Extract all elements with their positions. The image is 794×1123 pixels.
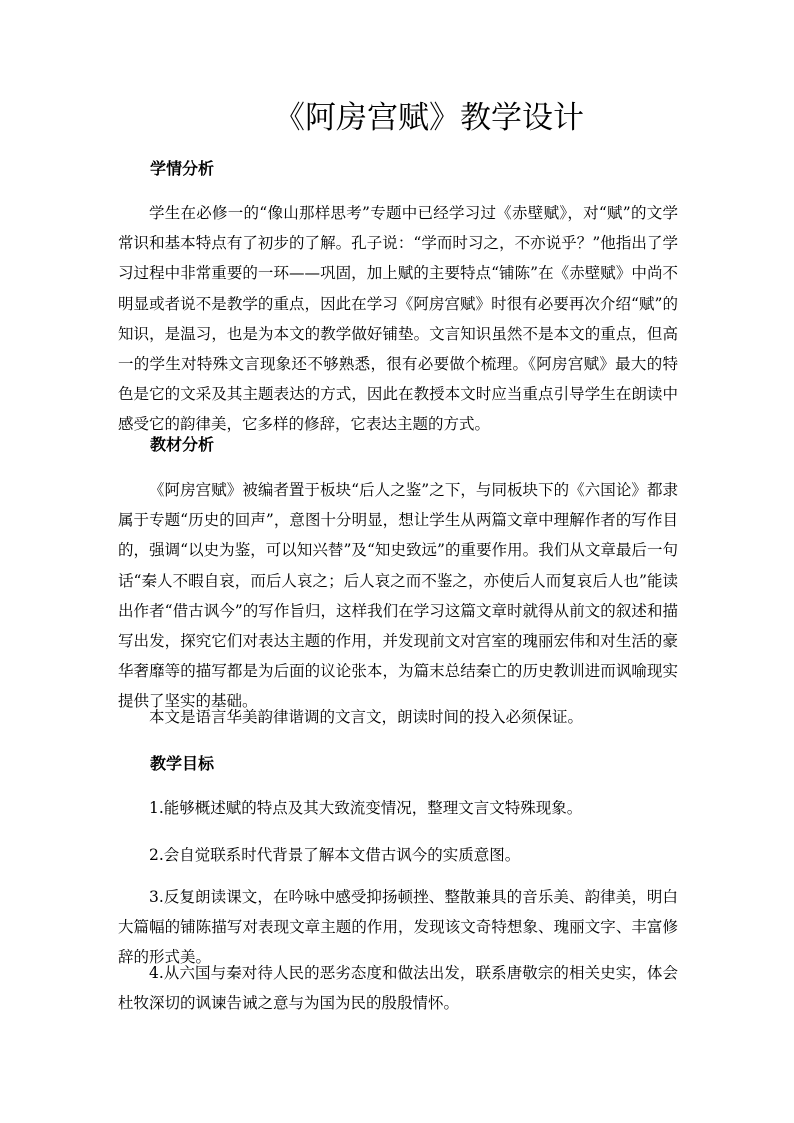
section-heading-textbook-analysis: 教材分析 (150, 435, 215, 454)
document-title: 《阿房宫赋》教学设计 (274, 100, 584, 136)
section-heading-learner-analysis: 学情分析 (150, 159, 215, 178)
paragraph-reading-note: 本文是语言华美韵律谐调的文言文，朗读时间的投入必须保证。 (149, 708, 584, 726)
paragraph-learner-analysis: 学生在必修一的“像山那样思考”专题中已经学习过《赤壁赋》，对“赋”的文学常识和基本特点有了初步的了解。孔子说：“学而时习之，不亦说乎？”他指出了学习过程中非常重要的一环——巩固，加上赋的主要特点“铺陈”在《赤壁赋》中尚不明显或者说不是教学的重点，因此在学习《阿房宫赋》时很有必要再次介绍“赋”的知识，是温习，也是为本文的教学做好铺垫。文言知识虽然不是本文的重点，但高一的学生对特殊文言现象还不够熟悉，很有必要做个梳理。《阿房宫赋》最大的特色是它的文采及其主题表达的方式，因此在教授本文时应当重点引导学生在朗读中感受它的韵律美，它多样的修辞，它表达主题的方式。 (118, 204, 678, 434)
paragraph-textbook-analysis: 《阿房宫赋》被编者置于板块“后人之鉴”之下，与同板块下的《六国论》都隶属于专题“历史的回声”，意图十分明显，想让学生从两篇文章中理解作者的写作目的，强调“以史为鉴，可以知兴替”及“知史致远”的重要作用。我们从文章最后一句话“秦人不暇自哀，而后人哀之；后人哀之而不鉴之，亦使后人而复哀后人也”能读出作者“借古讽今”的写作旨归，这样我们在学习这篇文章时就得从前文的叙述和描写出发，探究它们对表达主题的作用，并发现前文对宫室的瑰丽宏伟和对生活的豪华奢靡等的描写都是为后面的议论张本，为篇末总结秦亡的历史教训进而讽喻现实提供了坚实的基础。 (118, 481, 678, 711)
goal-item-2: 2.会自觉联系时代背景了解本文借古讽今的实质意图。 (149, 846, 521, 864)
section-heading-teaching-goals: 教学目标 (150, 754, 215, 773)
goal-item-3: 3.反复朗读课文，在吟咏中感受抑扬顿挫、整散兼具的音乐美、韵律美，明白大篇幅的铺陈描写对表现文章主题的作用，发现该文奇特想象、瑰丽文字、丰富修辞的形式美。 (118, 888, 678, 967)
goal-item-4: 4.从六国与秦对待人民的恶劣态度和做法出发，联系唐敬宗的相关史实，体会杜牧深切的讽谏告诫之意与为国为民的殷殷情怀。 (118, 964, 678, 1013)
goal-item-1: 1.能够概述赋的特点及其大致流变情况，整理文言文特殊现象。 (149, 799, 583, 817)
